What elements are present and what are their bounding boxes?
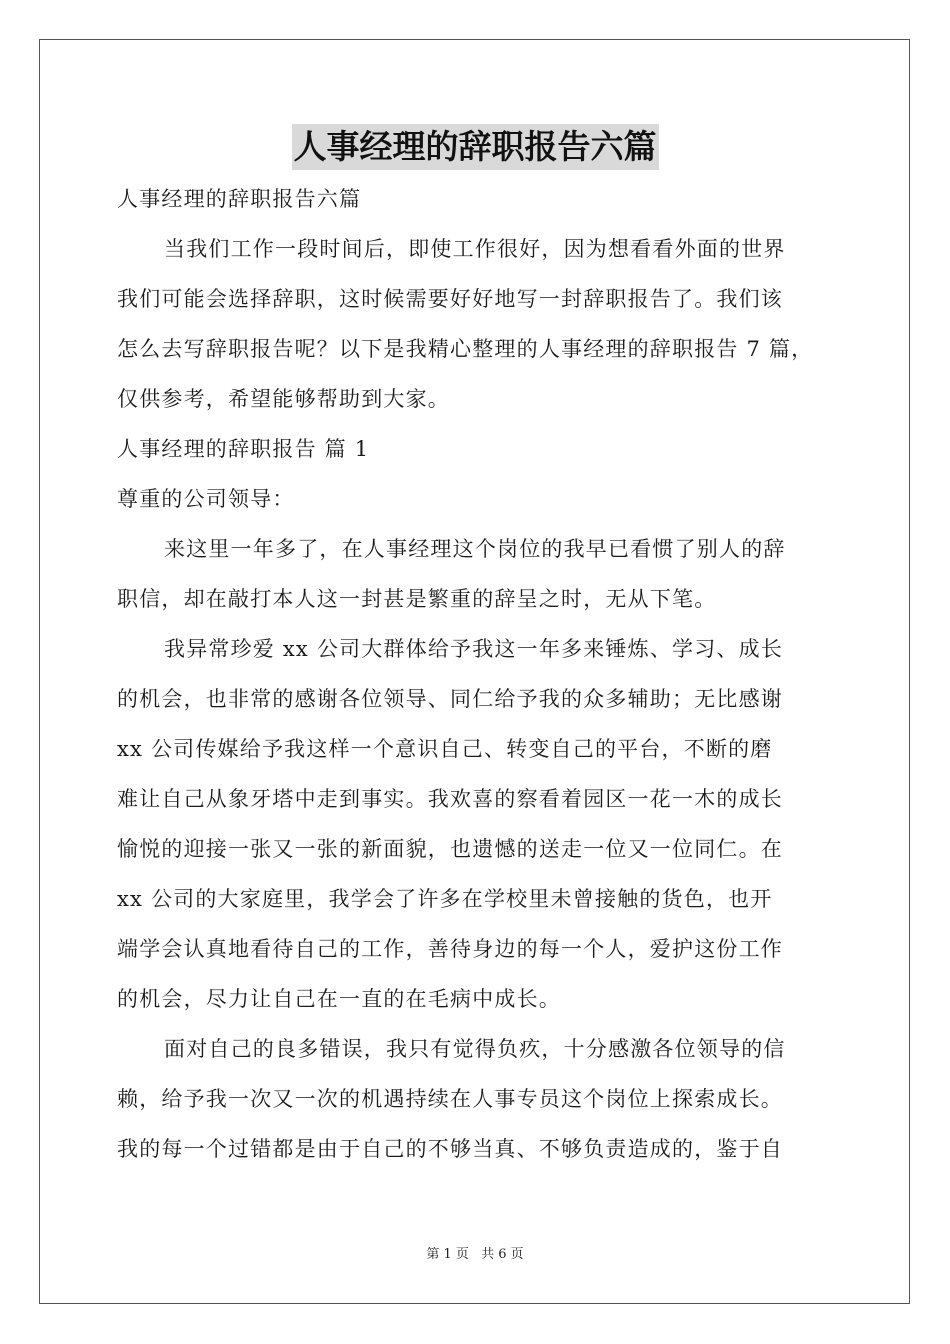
body-line: 我异常珍爱 xx 公司大群体给予我这一年多来锤炼、学习、成长 [164, 637, 784, 661]
subtitle-line: 人事经理的辞职报告六篇 [117, 187, 362, 211]
body-line: xx 公司传媒给予我这样一个意识自己、转变自己的平台，不断的磨 [117, 737, 773, 761]
title-container [0, 124, 950, 170]
body-line: 难让自己从象牙塔中走到事实。我欢喜的察看着园区一花一木的成长 [117, 787, 783, 811]
body-line: 我们可能会选择辞职，这时候需要好好地写一封辞职报告了。我们该 [117, 287, 783, 311]
body-line: 怎么去写辞职报告呢？以下是我精心整理的人事经理的辞职报告 7 篇， [117, 337, 814, 361]
body-line: 面对自己的良多错误，我只有觉得负疚，十分感激各位领导的信 [164, 1037, 786, 1061]
page-total: 共 6 页 [481, 1247, 524, 1262]
body-line: 我的每一个过错都是由于自己的不够当真、不够负责造成的，鉴于自 [117, 1137, 783, 1161]
body-line: 仅供参考，希望能够帮助到大家。 [117, 387, 450, 411]
body-line: 的机会，尽力让自己在一直的在毛病中成长。 [117, 987, 561, 1011]
document-title: 人事经理的辞职报告六篇 [292, 124, 659, 170]
body-line: 愉悦的迎接一张又一张的新面貌，也遗憾的送走一位又一位同仁。在 [117, 837, 783, 861]
body-line: 来这里一年多了，在人事经理这个岗位的我早已看惯了别人的辞 [164, 537, 786, 561]
body-line: 的机会，也非常的感谢各位领导、同仁给予我的众多辅助；无比感谢 [117, 687, 783, 711]
body-line: 当我们工作一段时间后，即使工作很好，因为想看看外面的世界 [164, 237, 786, 261]
body-line: 端学会认真地看待自己的工作，善待身边的每一个人，爱护这份工作 [117, 937, 783, 961]
section-heading: 人事经理的辞职报告 篇 1 [117, 437, 370, 461]
page-footer [0, 1246, 950, 1264]
body-line: 赖，给予我一次又一次的机遇持续在人事专员这个岗位上探索成长。 [117, 1087, 783, 1111]
body-line: xx 公司的大家庭里，我学会了许多在学校里未曾接触的货色，也开 [117, 887, 773, 911]
page-number: 第 1 页 [426, 1247, 469, 1262]
body-line: 职信，却在敲打本人这一封甚是繁重的辞呈之时，无从下笔。 [117, 587, 717, 611]
salutation-line: 尊重的公司领导： [117, 487, 295, 511]
page-border [39, 39, 910, 1304]
